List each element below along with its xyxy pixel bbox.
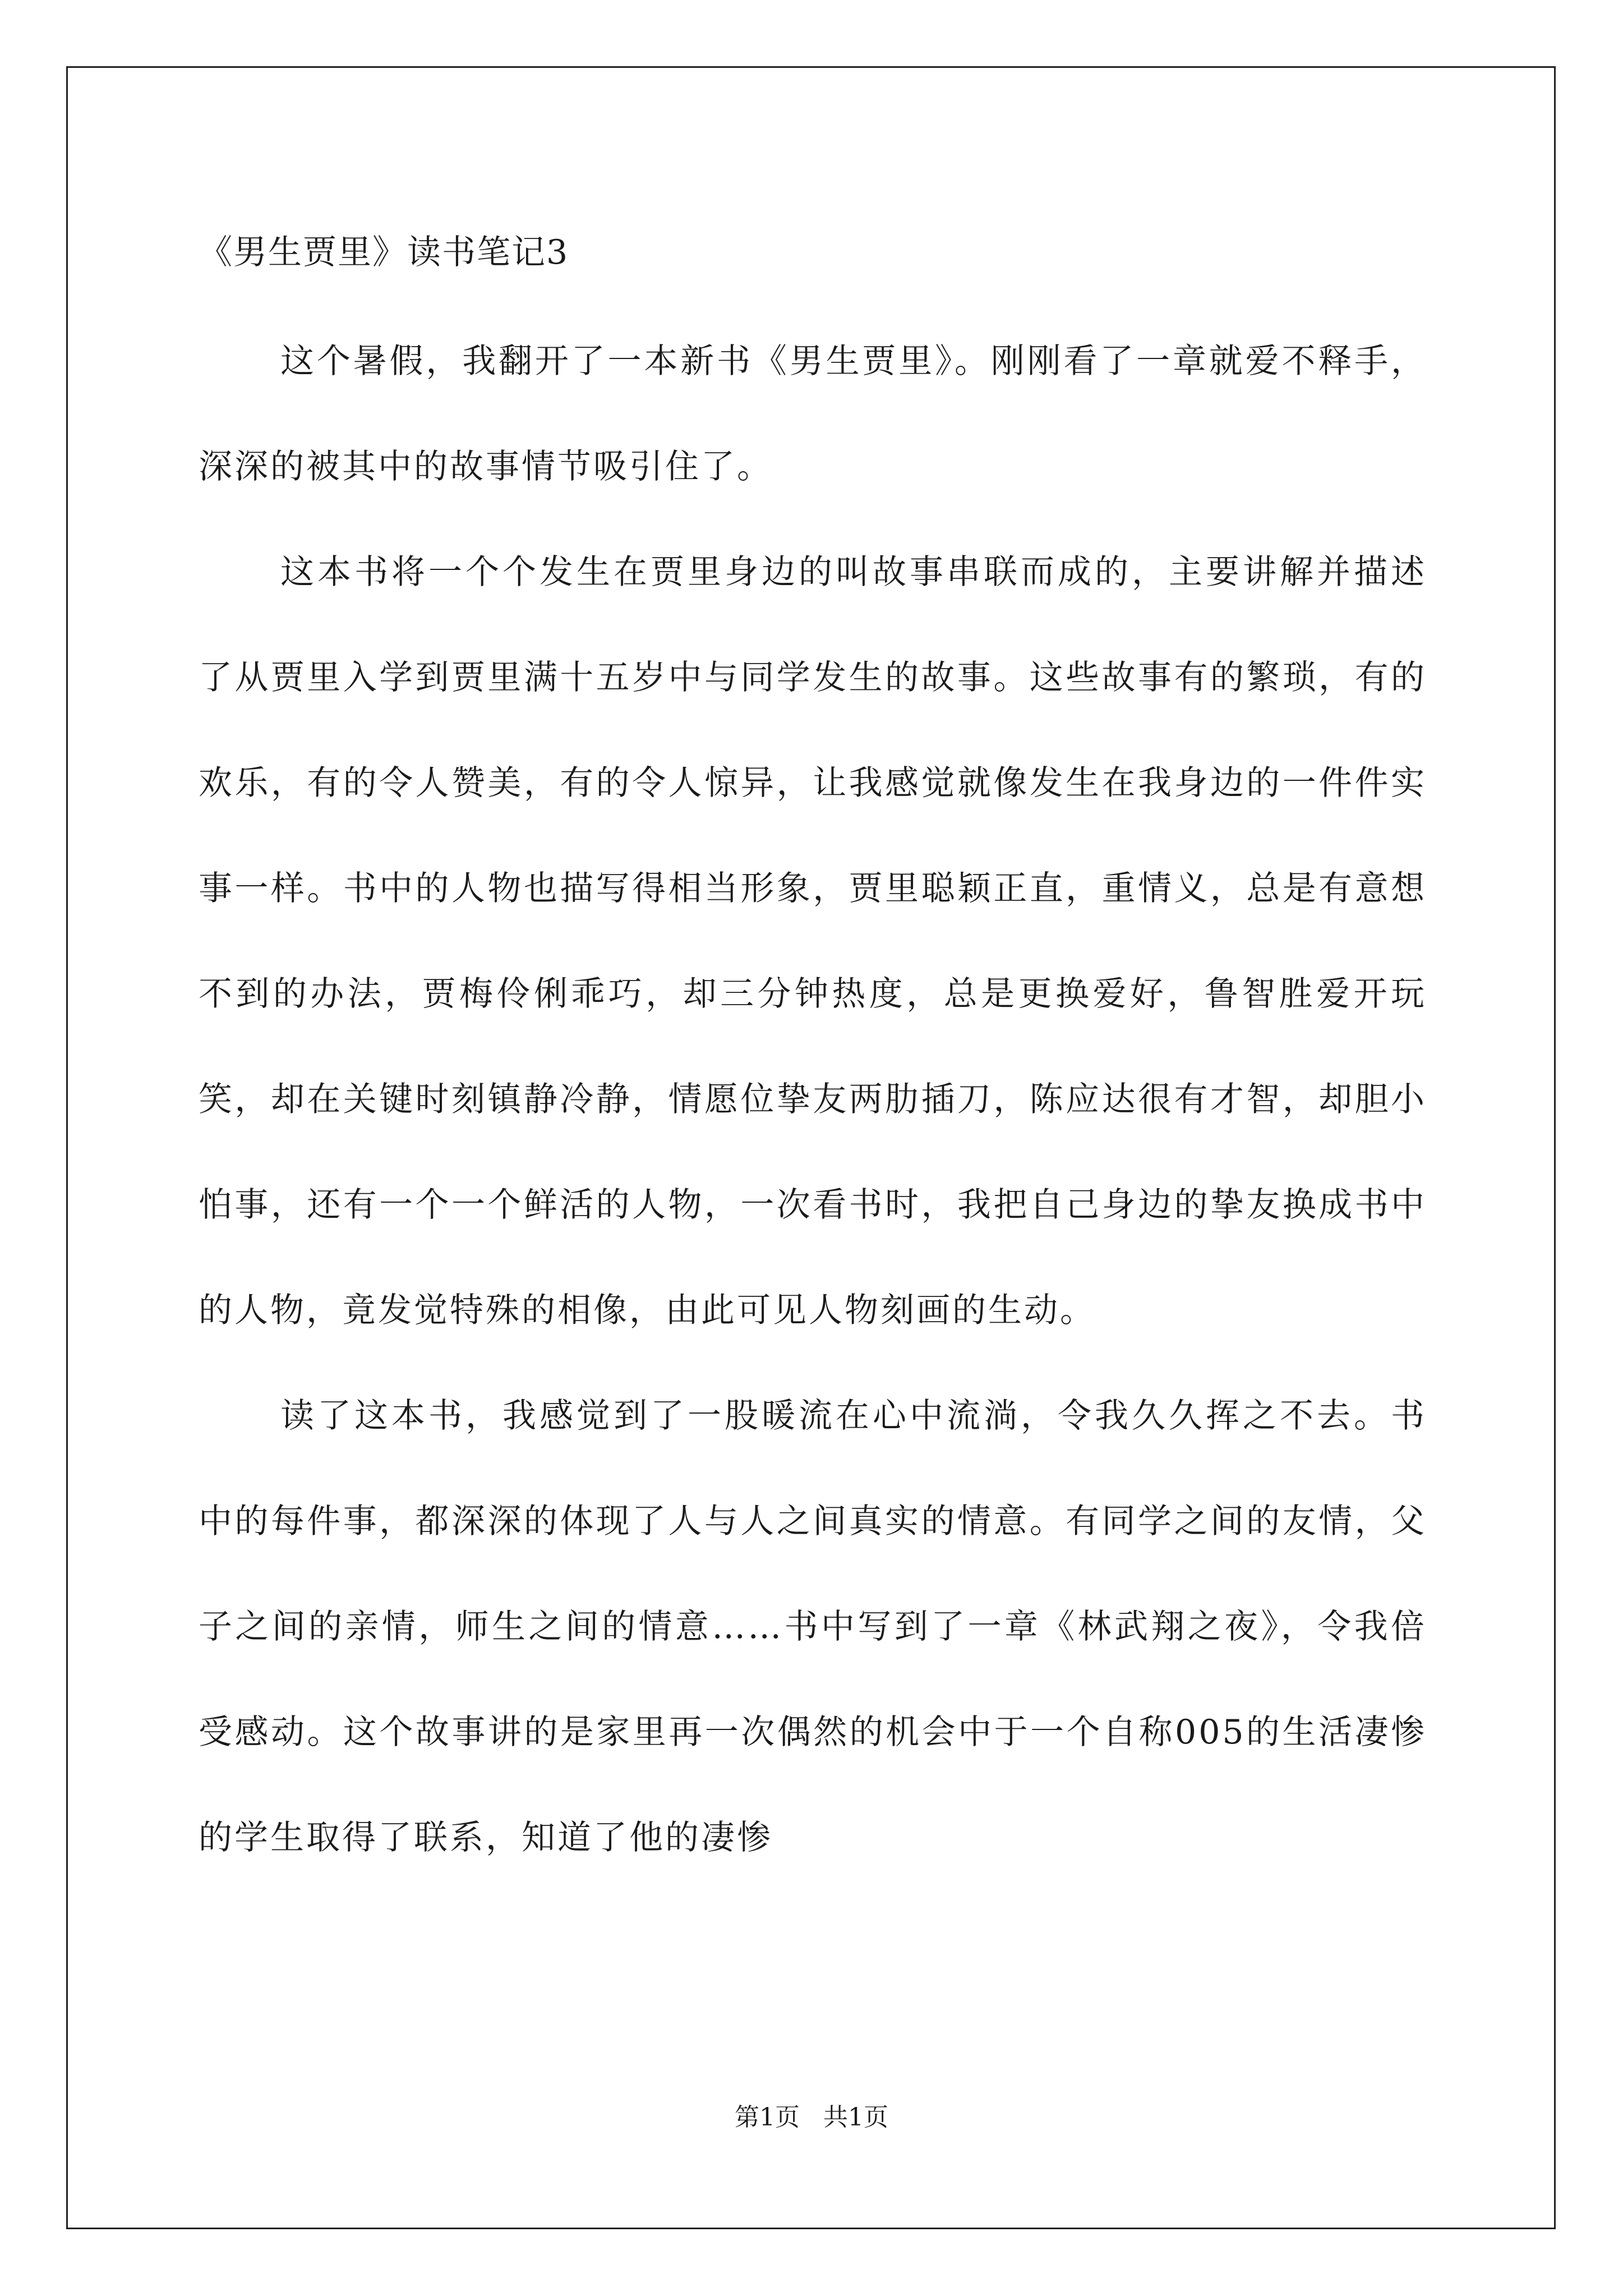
page-number-total: 共1页 xyxy=(823,2103,888,2132)
paragraph-1: 这个暑假，我翻开了一本新书《男生贾里》。刚刚看了一章就爱不释手，深深的被其中的故事情节吸引住了。 xyxy=(199,342,1427,486)
page-number-current: 第1页 xyxy=(735,2103,800,2132)
paragraph-2: 这本书将一个个发生在贾里身边的叫故事串联而成的，主要讲解并描述了从贾里入学到贾里满十五岁中与同学发生的故事。这些故事有的繁琐，有的欢乐，有的令人赞美，有的令人惊异，让我感觉就像发生在我身边的一件件实事一样。书中的人物也描写得相当形象，贾里聪颖正直，重情义，总是有意想不到的办法，贾梅伶俐乖巧，却三分钟热度，总是更换爱好，鲁智胜爱开玩笑，却在关键时刻镇静冷静，情愿位挚友两肋插刀，陈应达很有才智，却胆小怕事，还有一个一个鲜活的人物，一次看书时，我把自己身边的挚友换成书中的人物，竟发觉特殊的相像，由此可见人物刻画的生动。 xyxy=(199,553,1427,1330)
document-title: 《男生贾里》读书笔记3 xyxy=(199,233,569,272)
document-body xyxy=(199,230,1427,1890)
paragraph-3: 读了这本书，我感觉到了一股暖流在心中流淌，令我久久挥之不去。书中的每件事，都深深的体现了人与人之间真实的情意。有同学之间的友情，父子之间的亲情，师生之间的情意……书中写到了一章《林武翔之夜》，令我倍受感动。这个故事讲的是家里再一次偶然的机会中于一个自称005的生活凄惨的学生取得了联系，知道了他的凄惨 xyxy=(199,1396,1427,1857)
page-footer xyxy=(0,2101,1623,2134)
